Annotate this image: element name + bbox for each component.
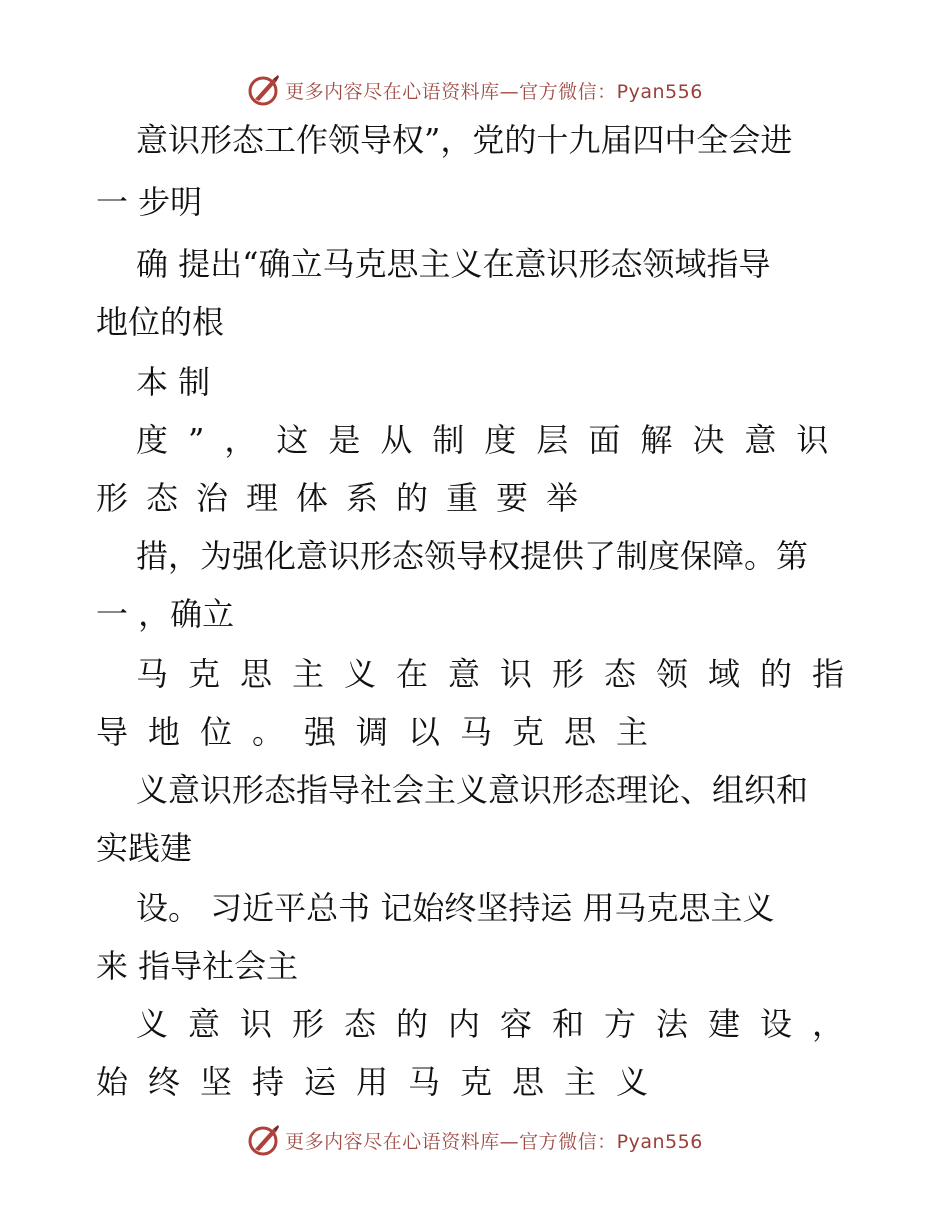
text-line: 实践建 bbox=[96, 829, 193, 867]
text-line: 来 指导社会主 bbox=[96, 947, 299, 985]
text-line: 义意识形态的内容和方法建设， bbox=[136, 1005, 865, 1043]
watermark-label: 更多内容尽在心语资料库—官方微信： bbox=[285, 1130, 617, 1153]
watermark-text bbox=[285, 77, 703, 104]
header-watermark bbox=[0, 70, 950, 110]
watermark-label: 更多内容尽在心语资料库—官方微信： bbox=[285, 80, 617, 103]
text-line: 一 步明 bbox=[96, 183, 203, 221]
text-line: 本 制 bbox=[136, 363, 211, 401]
watermark-text bbox=[285, 1127, 703, 1154]
quill-pen-logo-icon bbox=[247, 1123, 281, 1157]
text-line: 始终坚持运用马克思主义 bbox=[96, 1063, 669, 1101]
text-line: 导地位。强调以马克思主 bbox=[96, 713, 669, 751]
text-line: 义意识形态指导社会主义意识形态理论、组织和 bbox=[136, 771, 809, 809]
text-line: 措，为强化意识形态领导权提供了制度保障。第 bbox=[136, 537, 809, 575]
text-line: 地位的根 bbox=[96, 303, 225, 341]
quill-pen-logo-icon bbox=[247, 73, 281, 107]
text-line: 一 ，确立 bbox=[96, 595, 235, 633]
watermark-wechat-id: Pyan556 bbox=[616, 80, 703, 103]
text-line: 度”，这是从制度层面解决意识 bbox=[136, 421, 849, 459]
text-line: 确 提出“确立马克思主义在意识形态领域指导 bbox=[136, 245, 771, 283]
text-line: 意识形态工作领导权”，党的十九届四中全会进 bbox=[136, 121, 793, 159]
watermark-wechat-id: Pyan556 bbox=[616, 1130, 703, 1153]
text-line: 形态治理体系的重要举 bbox=[96, 479, 597, 517]
text-line: 马克思主义在意识形态领域的指 bbox=[136, 655, 865, 693]
text-line: 设。 习近平总书 记始终坚持运 用马克思主义 bbox=[136, 889, 775, 927]
footer-watermark bbox=[0, 1120, 950, 1160]
